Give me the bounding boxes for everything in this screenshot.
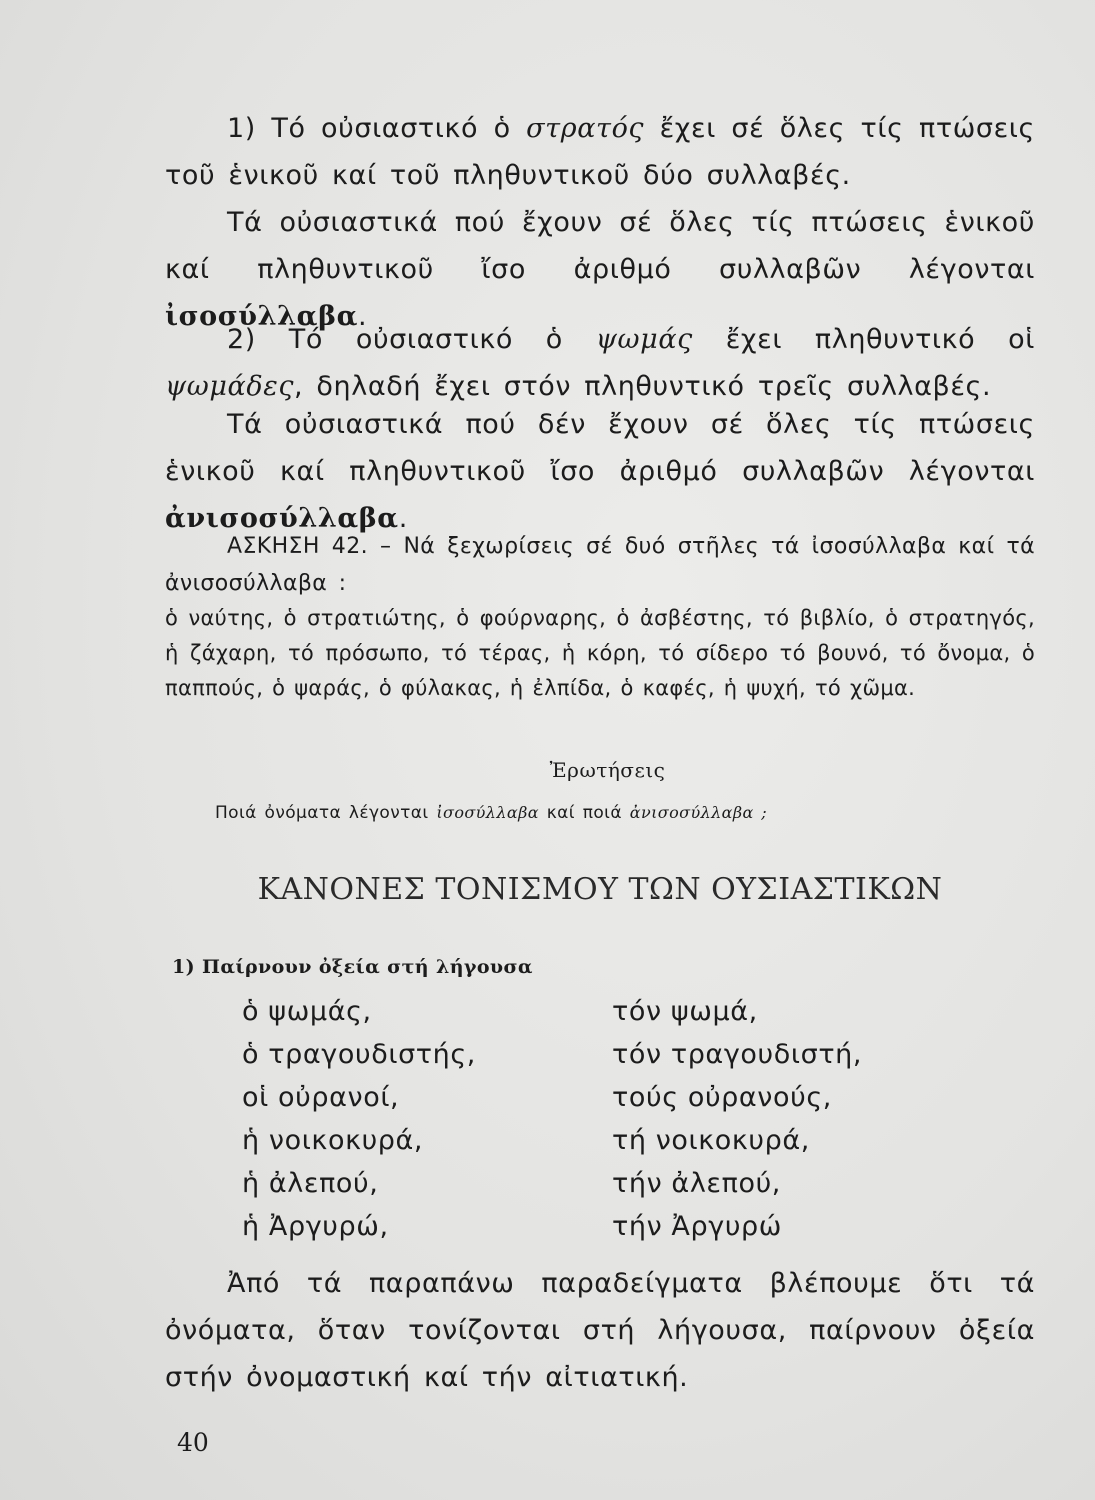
para3-example-word: ψωμάς <box>595 324 693 355</box>
exercise-words <box>165 601 1035 706</box>
example-accusative: τόν τραγουδιστή, <box>612 1039 863 1070</box>
exercise-heading-text: ΑΣΚΗΣΗ 42. – Νά ξεχωρίσεις σέ δυό στῆλες τά ἰσοσύλλαβα καί τά ἀνισοσύλλαβα : <box>165 534 1035 596</box>
questions-text-a: Ποιά ὀνόματα λέγονται <box>215 803 429 823</box>
para4-term: ἀνισοσύλλαβα <box>165 503 399 534</box>
page-number: 40 <box>177 1428 209 1457</box>
para2-term: ἰσοσύλλαβα <box>165 301 358 332</box>
examples-table <box>0 996 1095 1254</box>
example-row <box>0 1211 1095 1254</box>
example-nominative: ὁ ψωμάς, <box>242 996 372 1027</box>
example-nominative: ἡ ἀλεπού, <box>242 1168 379 1199</box>
paragraph-4 <box>165 401 1035 542</box>
para3-text-e: , δηλαδή ἔχει στόν πληθυντικό τρεῖς συλλαβές. <box>294 371 992 402</box>
example-row <box>0 1082 1095 1125</box>
questions-text-c: καί ποιά <box>546 803 622 823</box>
para3-text-a: 2) Τό οὐσιαστικό ὁ <box>227 324 563 355</box>
questions-text <box>215 803 767 823</box>
example-nominative: ἡ νοικοκυρά, <box>242 1125 424 1156</box>
questions-term-1: ἰσοσύλλαβα <box>436 803 539 822</box>
example-row <box>0 1168 1095 1211</box>
para1-text-c: ἔχει σέ ὅλες τίς πτώσεις τοῦ ἑνικοῦ καί τοῦ πληθυντικοῦ δύο συλλαβές. <box>165 113 1035 191</box>
exercise-words-text: ὁ ναύτης, ὁ στρατιώτης, ὁ φούρναρης, ὁ ἀσβέστης, τό βιβλίο, ὁ στρατηγός, ἡ ζάχαρη, τό πρόσωπο, τό τέρας, ἡ κόρη, τό σίδερο τό βουνό, τό ὄνομα, ὁ παππούς, ὁ ψαράς, ὁ φύλακας, ἡ ἐλπίδα, ὁ καφές, ἡ ψυχή, τό χῶμα. <box>165 606 1035 700</box>
para1-example-word: στρατός <box>526 113 645 144</box>
example-row <box>0 1125 1095 1168</box>
para3-plural-word: ψωμάδες <box>165 371 295 402</box>
questions-title: Ἐρωτήσεις <box>549 758 666 782</box>
example-row <box>0 1039 1095 1082</box>
conclusion-text: Ἀπό τά παραπάνω παραδείγματα βλέπουμε ὅτι τά ὀνόματα, ὅταν τονίζονται στή λήγουσα, παίρνουν ὀξεία στήν ὀνομαστική καί τήν αἰτιατική. <box>165 1268 1035 1393</box>
conclusion-paragraph <box>165 1260 1035 1401</box>
example-nominative: ἡ Ἀργυρώ, <box>242 1211 389 1242</box>
example-nominative: ὁ τραγουδιστής, <box>242 1039 476 1070</box>
para4-text-c: . <box>398 503 408 534</box>
example-accusative: τόν ψωμά, <box>612 996 758 1027</box>
example-accusative: τή νοικοκυρά, <box>612 1125 810 1156</box>
exercise-heading <box>165 528 1035 602</box>
example-accusative: τήν ἀλεπού, <box>612 1168 781 1199</box>
example-nominative: οἱ οὐρανοί, <box>242 1082 400 1113</box>
para1-text-a: 1) Τό οὐσιαστικό ὁ <box>227 113 511 144</box>
questions-term-2: ἀνισοσύλλαβα ; <box>629 803 767 822</box>
example-accusative: τήν Ἀργυρώ <box>612 1211 782 1242</box>
section-title: ΚΑΝΟΝΕΣ ΤΟΝΙΣΜΟΥ ΤΩΝ ΟΥΣΙΑΣΤΙΚΩΝ <box>257 872 943 907</box>
paragraph-1 <box>165 105 1035 199</box>
example-accusative: τούς οὐρανούς, <box>612 1082 832 1113</box>
para3-text-c: ἔχει πληθυντικό οἱ <box>725 324 1036 355</box>
paragraph-3 <box>165 316 1035 410</box>
para2-text-a: Τά οὐσιαστικά πού ἔχουν σέ ὅλες τίς πτώσεις ἑνικοῦ καί πληθυντικοῦ ἴσο ἀριθμό συλλαβῶν λέγονται <box>165 207 1035 285</box>
para2-text-c: . <box>357 301 368 332</box>
rule-1-title: 1) Παίρνουν ὀξεία στή λήγουσα <box>172 956 533 978</box>
example-row <box>0 996 1095 1039</box>
para4-text-a: Τά οὐσιαστικά πού δέν ἔχουν σέ ὅλες τίς πτώσεις ἑνικοῦ καί πληθυντικοῦ ἴσο ἀριθμό συλλαβῶν λέγονται <box>165 409 1035 487</box>
